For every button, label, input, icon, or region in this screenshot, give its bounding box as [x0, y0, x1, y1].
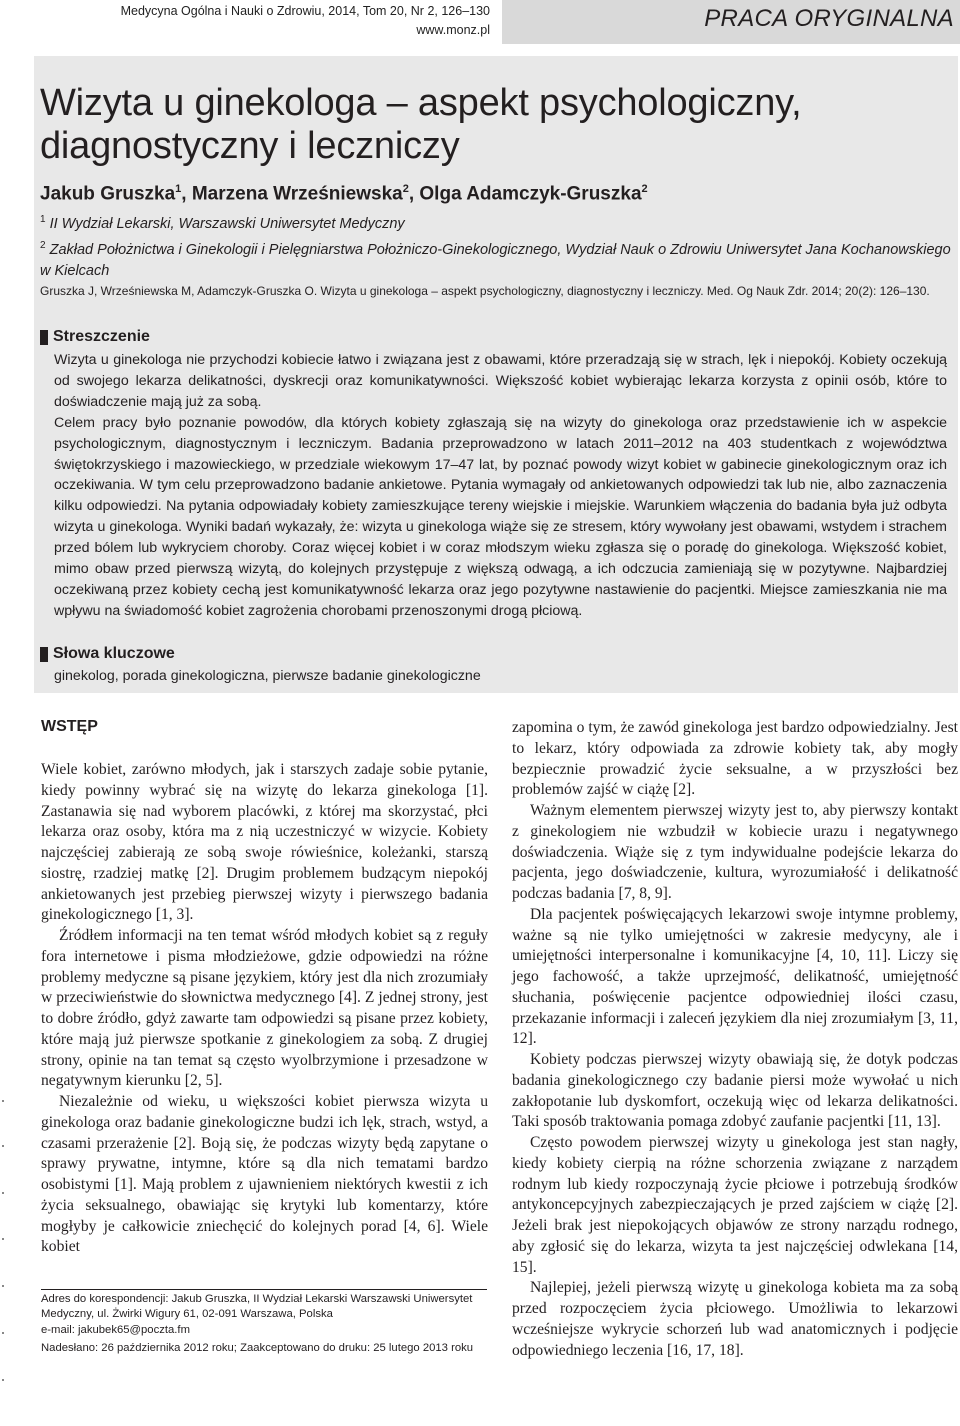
- contact-email[interactable]: e-mail: jakubek65@poczta.fm: [41, 1323, 190, 1336]
- affiliation-number: 2: [40, 239, 46, 251]
- author-name: Jakub Gruszka: [40, 183, 176, 205]
- keywords-heading-label: Słowa kluczowe: [53, 645, 175, 662]
- left-column: [41, 760, 488, 1258]
- right-column: [512, 718, 958, 1361]
- article-title: Wizyta u ginekologa – aspekt psychologiczny, diagnostyczny i leczniczy: [40, 82, 802, 167]
- author-separator: ,: [408, 183, 420, 205]
- author-name: Olga Adamczyk-Gruszka: [419, 183, 642, 205]
- abstract-heading-label: Streszczenie: [53, 328, 150, 345]
- body-paragraph: Niezależnie od wieku, u większości kobiet pierwsza wizyta u ginekologa oraz badanie ginekologiczne budzi ich lęk, strach, wstyd, a czasami przerażenie [2]. Boją się, że podczas wizyty będą zapytane o sprawy prywatne, intymne, które są dla nich tematami bardzo osobistymi [1]. Mają problem z ujawnieniem niektórych kwestii z ich życia seksualnego, obawiając się krytyki lub komentarzy, które mogłyby je całkowicie zniechęcić do kolejnych porad [4, 6]. Wiele kobiet: [41, 1093, 488, 1256]
- abstract-paragraph: Wizyta u ginekologa nie przychodzi kobiecie łatwo i związana jest z obawami, które przeradzają się w strach, lęk i niepokój. Kobiety oczekują od swojego lekarza delikatności, dyskrecji oraz komunikatywności. Większość kobiet wybierając lekarza korzysta z opinii osób, które to doświadczenie mają już za sobą.: [54, 352, 947, 410]
- journal-line: Medycyna Ogólna i Nauki o Zdrowiu, 2014, Tom 20, Nr 2, 126–130: [120, 4, 490, 18]
- body-paragraph: Źródłem informacji na ten temat wśród młodych kobiet są z reguły fora internetowe i pisma młodzieżowe, gdzie odpowiedzi na różne problemy medyczne są pisane językiem, który jest dla nich zrozumiały w przeciwieństwie do słownictwa medycznego [4]. Z jednej strony, jest to dobre źródło, gdyż zawarte tam odpowiedzi są pisane przez kobiety, które mają już pierwsze spotkanie z ginekologiem za sobą. Z drugiej strony, opinie na tan temat są często wyolbrzymione i przesadzone w negatywnym kierunku [2, 5].: [41, 927, 488, 1090]
- affiliation: [40, 235, 958, 282]
- abstract-body: [54, 350, 947, 622]
- body-paragraph: Dla pacjentek poświęcających lekarzowi swoje intymne problemy, ważne są nie tylko umiejętności w zakresie medycyny, ale i umiejętności interpersonalne i komunikacyjne [4, 10, 11]. Liczy się jego fachowość, a także uprzejmość, delikatność, umiejętność słuchania, poświęcenie pacjentce odpowiedniej ilości czasu, przekazanie informacji i zaleceń językiem dla niej zrozumiałym [3, 11, 12].: [512, 905, 958, 1048]
- abstract-heading: [40, 328, 150, 346]
- body-paragraph: zapomina o tym, że zawód ginekologa jest bardzo odpowiedzialny. Jest to lekarz, który odpowiada za zdrowie kobiety tak, aby mogły bezpiecznie prowadzić życie seksualne, a w przyszłości bez problemów zajść w ciążę [2].: [512, 719, 958, 799]
- section-title: WSTĘP: [41, 718, 98, 735]
- margin-marks: [0, 1100, 6, 1420]
- affiliation-text: Zakład Położnictwa i Ginekologii i Pielęgniarstwa Położniczo-Ginekologicznego, Wydział Nauk o Zdrowiu Uniwersytet Jana Kochanowskiego w Kielcach: [40, 241, 951, 279]
- margin-dot: [2, 1379, 4, 1381]
- body-paragraph: Często powodem pierwszej wizyty u ginekologa jest stan nagły, kiedy kobiety cierpią na różne schorzenia związane z narządem rodnym lub kiedy rozpoczynają życie płciowe i potrzebują środków antykoncepcyjnych zabezpieczających je przed zajściem w ciążę [2]. Jeżeli brak jest niepokojących objawów ze strony narządu rodnego, aby zgłosić się do lekarza, wizyta ta jest najczęściej odwlekana [14, 15].: [512, 1134, 958, 1276]
- margin-dot: [2, 1145, 4, 1147]
- section-marker-icon: [40, 647, 48, 662]
- margin-dot: [2, 1100, 4, 1102]
- author-affiliation-mark: 2: [641, 183, 648, 195]
- margin-dot: [2, 1285, 4, 1287]
- correspondence-address: [41, 1292, 487, 1338]
- journal-website[interactable]: www.monz.pl: [416, 23, 490, 37]
- body-paragraph: Wiele kobiet, zarówno młodych, jak i starszych zadaje sobie pytanie, kiedy powinny wybrać się na wizytę do lekarza ginekologa [1]. Zastanawia się nad wyborem placówki, z której ma skorzystać, płci lekarza oraz osoby, która ma z nią uczestniczyć w wizycie. Kobiety najczęściej zabierają ze sobą swoje rówieśnice, koleżanki, starszą siostrę, rzadziej matkę [2]. Drugim problemem budzącym niepokój ankietowanych jest przebieg pierwszej wizyty i pierwszego badania ginekologicznego [1, 3].: [41, 761, 488, 924]
- margin-dot: [2, 1238, 4, 1240]
- section-marker-icon: [40, 330, 48, 345]
- keywords-heading: [40, 645, 175, 663]
- author-separator: ,: [181, 183, 192, 205]
- affiliation: [40, 209, 958, 235]
- author-affiliation-mark: 2: [402, 183, 409, 195]
- abstract-paragraph: Celem pracy było poznanie powodów, dla których kobiety zgłaszają się na wizyty do ginekologa oraz przedstawienie ich w aspekcie psychologicznym, diagnostycznym i leczniczym. Badania przeprowadzono w latach 2011–2012 na 403 studentkach z województwa świętokrzyskiego i mazowieckiego, w przedziale wiekowym 17–47 lat, by poznać powody wizyt kobiet w gabinecie ginekologicznym oraz ich oczekiwania. W tym celu przeprowadzono badanie ankietowe. Pytania wymagały od ankietowanych odpowiedzi tak lub nie, albo zaznaczenia kilku odpowiedzi. Na pytania odpowiadały kobiety zamieszkujące tereny wiejskie i miejskie. Warunkiem włączenia do badania była już odbyta wizyta u ginekologa. Wyniki badań wykazały, że: wizyta u ginekologa wiąże się ze stresem, który wywołany jest obawami, wstydem i strachem przed bólem lub wykryciem choroby. Coraz więcej kobiet i w coraz młodszym wieku zgłasza się o poradę do ginekologa. Większość kobiet, mimo obaw przed pierwszą wizytą, do kolejnych przystępuje z większą odwagą, a ich odczucia zamieniają się w pozytywne. Najbardziej oczekiwaną przez kobiety cechą jest komunikatywność lekarza oraz jego pozytywne nastawienie do pacjentki. Miejsce zamieszkania nie ma wpływu na świadomość kobiet zagrożenia chorobami przenoszonymi drogą płciową.: [54, 414, 947, 619]
- journal-info: [104, 2, 490, 40]
- affiliation-text: II Wydział Lekarski, Warszawski Uniwersytet Medyczny: [49, 215, 405, 232]
- affiliations: [40, 209, 958, 282]
- body-paragraph: Najlepiej, jeżeli pierwszą wizytę u ginekologa kobieta ma za sobą przed rozpoczęciem życia płciowego. Umożliwia to lekarzowi wcześniejsze wykrycie schorzeń lub wad anatomicznych i podjęcie odpowiedniego leczenia [16, 17, 18].: [512, 1279, 958, 1359]
- body-paragraph: Kobiety podczas pierwszej wizyty obawiają się, że dotyk podczas badania ginekologicznego czy badanie piersi może wywołać u nich zakłopotanie lub dyskomfort, oczekują więc od lekarza delikatności. Taki sposób traktowania pomaga zdobyć zaufanie pacjentki [11, 13].: [512, 1051, 958, 1131]
- citation: Gruszka J, Wrześniewska M, Adamczyk-Gruszka O. Wizyta u ginekologa – aspekt psychologiczny, diagnostyczny i leczniczy. Med. Og Nauk Zdr. 2014; 20(2): 126–130.: [40, 284, 930, 298]
- margin-dot: [2, 1192, 4, 1194]
- address-text: Adres do korespondencji: Jakub Gruszka, II Wydział Lekarski Warszawski Uniwersytet Medyczny, ul. Żwirki Wigury 61, 02-091 Warszawa, Polska: [41, 1293, 473, 1321]
- author-affiliation-mark: 1: [175, 183, 182, 195]
- affiliation-number: 1: [40, 214, 46, 225]
- margin-dot: [2, 1332, 4, 1334]
- footnote-divider: [41, 1289, 487, 1290]
- article-type: PRACA ORYGINALNA: [704, 5, 954, 32]
- article-type-band: [502, 0, 960, 44]
- author-list: [40, 183, 648, 205]
- keywords-text: ginekolog, porada ginekologiczna, pierwsze badanie ginekologiczne: [54, 668, 481, 684]
- author-name: Marzena Wrześniewska: [191, 183, 403, 205]
- submission-dates: Nadesłano: 26 października 2012 roku; Zaakceptowano do druku: 25 lutego 2013 roku: [41, 1342, 474, 1354]
- body-paragraph: Ważnym elementem pierwszej wizyty jest to, aby pierwszy kontakt z ginekologiem nie wzbudził w kobiecie urazu i negatywnego doświadczenia. Wiąże się z tym indywidualne podejście lekarza do pacjenta, jego doświadczenie, kultura, wyrozumiałość i delikatność podczas badania [7, 8, 9].: [512, 802, 958, 902]
